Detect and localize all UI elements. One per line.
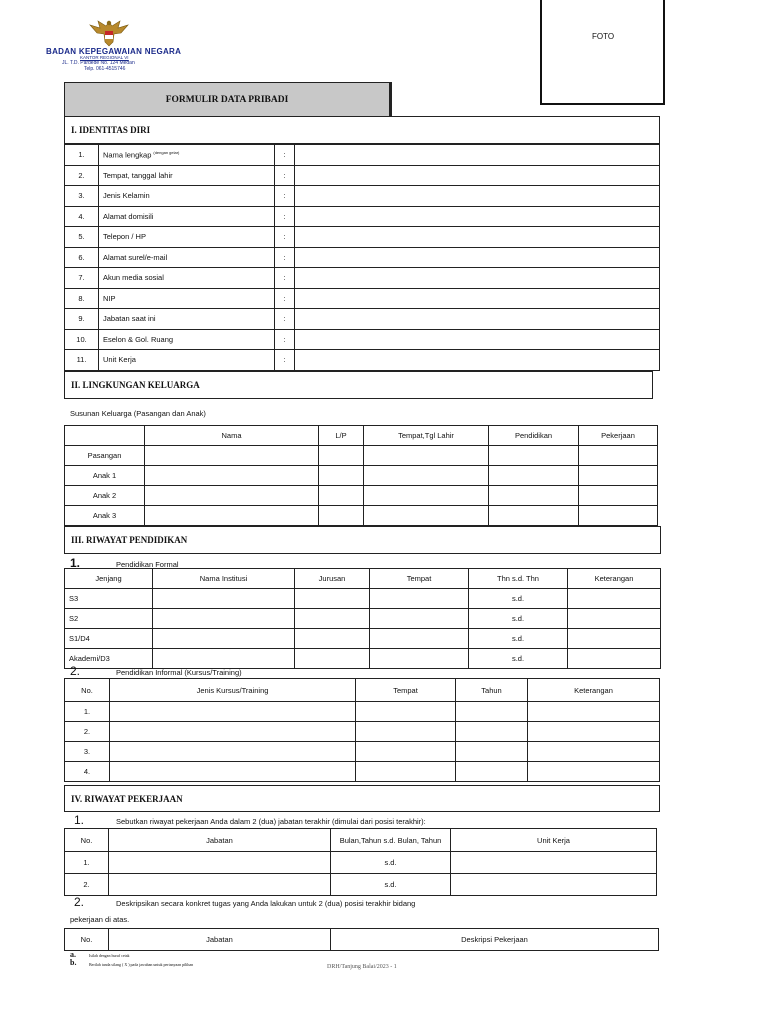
identitas-table bbox=[64, 144, 660, 371]
field-value-input[interactable] bbox=[295, 227, 660, 248]
note-b: Berilah tanda silang ( X ) pada jawaban untuk pertanyaan pilihan bbox=[89, 962, 194, 967]
column-header: No. bbox=[65, 829, 109, 852]
row-number: 8. bbox=[65, 288, 99, 309]
entry-cell[interactable] bbox=[145, 486, 319, 506]
entry-cell[interactable] bbox=[489, 466, 579, 486]
row-number: 1. bbox=[65, 702, 110, 722]
year-range-cell[interactable]: s.d. bbox=[469, 649, 568, 669]
q1-number: 1. bbox=[74, 813, 85, 827]
entry-cell[interactable] bbox=[145, 466, 319, 486]
field-label-text: Alamat surel/e-mail bbox=[103, 252, 168, 262]
job-description-table bbox=[64, 928, 659, 951]
entry-cell[interactable] bbox=[319, 446, 364, 466]
entry-cell[interactable] bbox=[356, 742, 456, 762]
entry-cell[interactable] bbox=[110, 742, 356, 762]
row-number: 3. bbox=[65, 186, 99, 207]
field-value-input[interactable] bbox=[295, 165, 660, 186]
column-header: Tempat bbox=[370, 569, 469, 589]
column-header: Nama Institusi bbox=[153, 569, 295, 589]
column-header: Keterangan bbox=[528, 679, 660, 702]
row-number: 3. bbox=[65, 742, 110, 762]
entry-cell[interactable] bbox=[295, 649, 370, 669]
field-label bbox=[99, 206, 275, 227]
column-header: Jenis Kursus/Training bbox=[110, 679, 356, 702]
colon: : bbox=[275, 350, 295, 371]
row-number: 11. bbox=[65, 350, 99, 371]
jenjang-label: S2 bbox=[65, 609, 153, 629]
informal-row bbox=[65, 722, 660, 742]
note-a-mark: a. bbox=[70, 950, 76, 959]
entry-cell[interactable] bbox=[364, 506, 489, 526]
q2-text: Deskripsikan secara konkret tugas yang Anda lakukan untuk 2 (dua) posisi terakhir bidang bbox=[116, 899, 416, 908]
formal-number: 1. bbox=[70, 556, 81, 570]
field-label bbox=[99, 227, 275, 248]
row-number: 7. bbox=[65, 268, 99, 289]
formal-row bbox=[65, 589, 661, 609]
entry-cell[interactable] bbox=[528, 702, 660, 722]
note-b-mark: b. bbox=[70, 958, 77, 967]
entry-cell[interactable] bbox=[319, 506, 364, 526]
column-header: Nama bbox=[145, 426, 319, 446]
column-header: Pendidikan bbox=[489, 426, 579, 446]
identitas-row bbox=[65, 309, 660, 330]
entry-cell[interactable] bbox=[153, 609, 295, 629]
entry-cell[interactable] bbox=[295, 589, 370, 609]
entry-cell[interactable] bbox=[528, 742, 660, 762]
field-value-input[interactable] bbox=[295, 288, 660, 309]
entry-cell[interactable] bbox=[370, 629, 469, 649]
row-label: Pasangan bbox=[65, 446, 145, 466]
field-label-text: Nama lengkap bbox=[103, 150, 152, 160]
field-label bbox=[99, 268, 275, 289]
field-label-text: Eselon & Gol. Ruang bbox=[103, 334, 174, 344]
field-note: (dengan gelar) bbox=[153, 150, 180, 155]
form-title-box bbox=[64, 82, 392, 116]
entry-cell[interactable] bbox=[568, 589, 661, 609]
colon: : bbox=[275, 206, 295, 227]
column-header: Tempat,Tgl Lahir bbox=[364, 426, 489, 446]
column-header: No. bbox=[65, 679, 110, 702]
keluarga-row bbox=[65, 486, 658, 506]
field-label bbox=[99, 309, 275, 330]
column-header: Jenjang bbox=[65, 569, 153, 589]
entry-cell[interactable] bbox=[356, 722, 456, 742]
colon: : bbox=[275, 186, 295, 207]
field-label-text: Jenis Kelamin bbox=[103, 191, 150, 201]
entry-cell[interactable] bbox=[319, 466, 364, 486]
row-number: 2. bbox=[65, 874, 109, 896]
q2-text-continued: pekerjaan di atas. bbox=[70, 915, 130, 924]
entry-cell[interactable] bbox=[456, 702, 528, 722]
column-header: Jabatan bbox=[109, 929, 331, 951]
column-header: Keterangan bbox=[568, 569, 661, 589]
row-number: 2. bbox=[65, 165, 99, 186]
colon: : bbox=[275, 227, 295, 248]
column-header: Tempat bbox=[356, 679, 456, 702]
entry-cell[interactable] bbox=[456, 742, 528, 762]
field-label-text: Telepon / HP bbox=[103, 232, 146, 242]
entry-cell[interactable] bbox=[145, 446, 319, 466]
field-label bbox=[99, 145, 275, 166]
column-header: Jabatan bbox=[109, 829, 331, 852]
column-header: Bulan,Tahun s.d. Bulan, Tahun bbox=[331, 829, 451, 852]
office-name: KANTOR REGIONAL VI bbox=[80, 55, 129, 60]
form-title: FORMULIR DATA PRIBADI bbox=[165, 94, 289, 105]
entry-cell[interactable] bbox=[456, 762, 528, 782]
field-label-text: Alamat domisili bbox=[103, 211, 154, 221]
entry-cell[interactable] bbox=[356, 702, 456, 722]
colon: : bbox=[275, 247, 295, 268]
keluarga-subtitle: Susunan Keluarga (Pasangan dan Anak) bbox=[70, 409, 206, 418]
entry-cell[interactable] bbox=[489, 506, 579, 526]
colon: : bbox=[275, 288, 295, 309]
colon: : bbox=[275, 268, 295, 289]
row-label: Anak 2 bbox=[65, 486, 145, 506]
q2-number: 2. bbox=[74, 895, 85, 909]
entry-cell[interactable] bbox=[370, 609, 469, 629]
field-value-input[interactable] bbox=[295, 350, 660, 371]
identitas-row bbox=[65, 268, 660, 289]
section-pendidikan-title: III. RIWAYAT PENDIDIKAN bbox=[64, 526, 661, 554]
work-row bbox=[65, 874, 657, 896]
formal-education-table bbox=[64, 568, 661, 669]
identitas-row bbox=[65, 227, 660, 248]
keluarga-row bbox=[65, 446, 658, 466]
entry-cell[interactable] bbox=[568, 629, 661, 649]
year-range-cell[interactable]: s.d. bbox=[331, 874, 451, 896]
entry-cell[interactable] bbox=[489, 486, 579, 506]
column-header bbox=[65, 426, 145, 446]
field-label bbox=[99, 288, 275, 309]
field-label bbox=[99, 165, 275, 186]
keluarga-row bbox=[65, 506, 658, 526]
keluarga-row bbox=[65, 466, 658, 486]
entry-cell[interactable] bbox=[110, 702, 356, 722]
field-label bbox=[99, 186, 275, 207]
colon: : bbox=[275, 329, 295, 350]
column-header: Deskripsi Pekerjaan bbox=[331, 929, 659, 951]
field-value-input[interactable] bbox=[295, 145, 660, 166]
row-number: 4. bbox=[65, 206, 99, 227]
row-number: 6. bbox=[65, 247, 99, 268]
entry-cell[interactable] bbox=[109, 852, 331, 874]
formal-row bbox=[65, 649, 661, 669]
row-number: 1. bbox=[65, 852, 109, 874]
entry-cell[interactable] bbox=[528, 762, 660, 782]
entry-cell[interactable] bbox=[579, 506, 658, 526]
field-value-input[interactable] bbox=[295, 309, 660, 330]
entry-cell[interactable] bbox=[489, 446, 579, 466]
field-label-text: NIP bbox=[103, 293, 116, 303]
column-header: Jurusan bbox=[295, 569, 370, 589]
identitas-row bbox=[65, 247, 660, 268]
entry-cell[interactable] bbox=[579, 486, 658, 506]
column-header: L/P bbox=[319, 426, 364, 446]
field-label-text: Akun media sosial bbox=[103, 273, 164, 283]
field-label bbox=[99, 350, 275, 371]
field-label-text: Tempat, tanggal lahir bbox=[103, 170, 173, 180]
jenjang-label: Akademi/D3 bbox=[65, 649, 153, 669]
formal-label: Pendidikan Formal bbox=[116, 560, 179, 569]
photo-box[interactable] bbox=[540, 0, 665, 105]
field-label-text: Jabatan saat ini bbox=[103, 314, 156, 324]
column-header: Thn s.d. Thn bbox=[469, 569, 568, 589]
section-keluarga-title: II. LINGKUNGAN KELUARGA bbox=[64, 371, 653, 399]
column-header: No. bbox=[65, 929, 109, 951]
colon: : bbox=[275, 145, 295, 166]
field-label-text: Unit Kerja bbox=[103, 355, 136, 365]
identitas-row bbox=[65, 329, 660, 350]
row-number: 4. bbox=[65, 762, 110, 782]
colon: : bbox=[275, 309, 295, 330]
entry-cell[interactable] bbox=[109, 874, 331, 896]
row-number: 10. bbox=[65, 329, 99, 350]
entry-cell[interactable] bbox=[364, 466, 489, 486]
office-phone: Telp. 061-4515746 bbox=[84, 66, 126, 72]
office-address: JL. T.D. Pardede No. 124 Medan bbox=[62, 60, 135, 66]
informal-education-table bbox=[64, 678, 660, 782]
entry-cell[interactable] bbox=[451, 852, 657, 874]
formal-row bbox=[65, 629, 661, 649]
page-footer: DRH/Tanjung Balai/2023 - 1 bbox=[327, 964, 397, 970]
identitas-row bbox=[65, 145, 660, 166]
entry-cell[interactable] bbox=[456, 722, 528, 742]
jenjang-label: S3 bbox=[65, 589, 153, 609]
entry-cell[interactable] bbox=[145, 506, 319, 526]
entry-cell[interactable] bbox=[110, 722, 356, 742]
entry-cell[interactable] bbox=[356, 762, 456, 782]
column-header: Unit Kerja bbox=[451, 829, 657, 852]
field-value-input[interactable] bbox=[295, 268, 660, 289]
entry-cell[interactable] bbox=[319, 486, 364, 506]
informal-row bbox=[65, 762, 660, 782]
entry-cell[interactable] bbox=[370, 649, 469, 669]
field-value-input[interactable] bbox=[295, 329, 660, 350]
entry-cell[interactable] bbox=[451, 874, 657, 896]
colon: : bbox=[275, 165, 295, 186]
jenjang-label: S1/D4 bbox=[65, 629, 153, 649]
entry-cell[interactable] bbox=[295, 609, 370, 629]
note-a: Isilah dengan huruf cetak bbox=[89, 953, 130, 958]
agency-name: BADAN KEPEGAWAIAN NEGARA bbox=[46, 47, 182, 56]
entry-cell[interactable] bbox=[364, 486, 489, 506]
row-number: 2. bbox=[65, 722, 110, 742]
field-label bbox=[99, 329, 275, 350]
field-value-input[interactable] bbox=[295, 206, 660, 227]
garuda-emblem-icon bbox=[88, 18, 130, 48]
entry-cell[interactable] bbox=[579, 466, 658, 486]
entry-cell[interactable] bbox=[528, 722, 660, 742]
informal-label: Pendidikan Informal (Kursus/Training) bbox=[116, 668, 242, 677]
informal-number: 2. bbox=[70, 664, 81, 678]
column-header: Pekerjaan bbox=[579, 426, 658, 446]
entry-cell[interactable] bbox=[295, 629, 370, 649]
informal-row bbox=[65, 742, 660, 762]
photo-label: FOTO bbox=[592, 32, 615, 41]
row-number: 9. bbox=[65, 309, 99, 330]
year-range-cell[interactable]: s.d. bbox=[469, 609, 568, 629]
identitas-row bbox=[65, 350, 660, 371]
entry-cell[interactable] bbox=[568, 649, 661, 669]
entry-cell[interactable] bbox=[370, 589, 469, 609]
row-label: Anak 3 bbox=[65, 506, 145, 526]
section-pekerjaan-title: IV. RIWAYAT PEKERJAAN bbox=[64, 785, 660, 812]
identitas-row bbox=[65, 186, 660, 207]
identitas-row bbox=[65, 165, 660, 186]
field-value-input[interactable] bbox=[295, 186, 660, 207]
field-value-input[interactable] bbox=[295, 247, 660, 268]
row-number: 5. bbox=[65, 227, 99, 248]
entry-cell[interactable] bbox=[568, 609, 661, 629]
row-number: 1. bbox=[65, 145, 99, 166]
year-range-cell[interactable]: s.d. bbox=[469, 629, 568, 649]
work-row bbox=[65, 852, 657, 874]
entry-cell[interactable] bbox=[153, 629, 295, 649]
section-identitas-title: I. IDENTITAS DIRI bbox=[64, 116, 660, 144]
work-history-table bbox=[64, 828, 657, 896]
year-range-cell[interactable]: s.d. bbox=[469, 589, 568, 609]
entry-cell[interactable] bbox=[153, 649, 295, 669]
entry-cell[interactable] bbox=[364, 446, 489, 466]
identitas-row bbox=[65, 288, 660, 309]
informal-row bbox=[65, 702, 660, 722]
keluarga-table bbox=[64, 425, 658, 526]
entry-cell[interactable] bbox=[579, 446, 658, 466]
row-label: Anak 1 bbox=[65, 466, 145, 486]
identitas-row bbox=[65, 206, 660, 227]
q1-text: Sebutkan riwayat pekerjaan Anda dalam 2 (dua) jabatan terakhir (dimulai dari posisi terakhir): bbox=[116, 817, 426, 826]
entry-cell[interactable] bbox=[110, 762, 356, 782]
formal-row bbox=[65, 609, 661, 629]
column-header: Tahun bbox=[456, 679, 528, 702]
entry-cell[interactable] bbox=[153, 589, 295, 609]
year-range-cell[interactable]: s.d. bbox=[331, 852, 451, 874]
field-label bbox=[99, 247, 275, 268]
